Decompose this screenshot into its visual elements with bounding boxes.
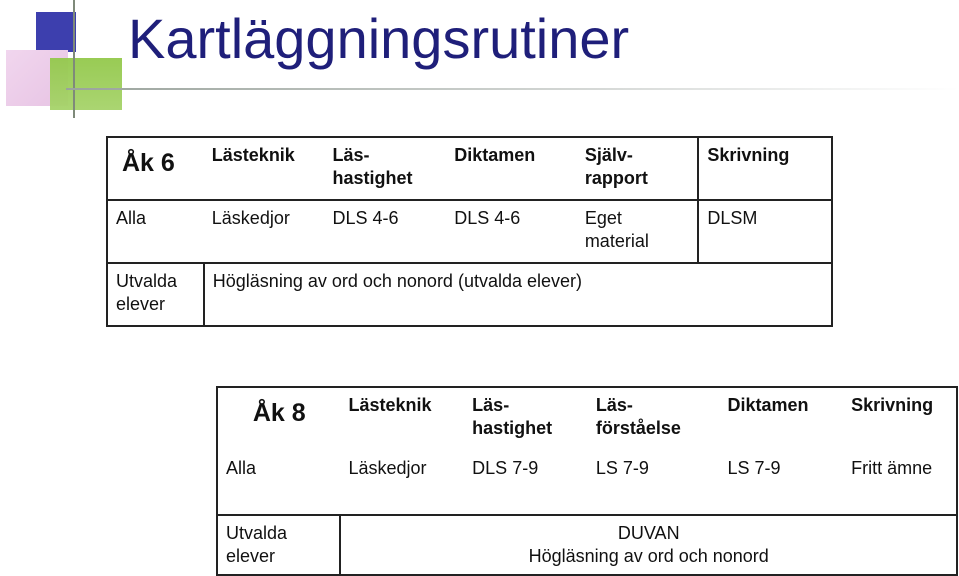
table-row-selected — [107, 263, 832, 326]
header-skrivning: Skrivning — [851, 395, 934, 415]
grade-label: Åk 6 — [122, 149, 175, 177]
table-grade-6 — [106, 136, 833, 327]
title-underline — [66, 88, 959, 90]
cell-selected-line1: DUVAN — [617, 523, 680, 543]
vertical-rule-decoration — [73, 0, 75, 118]
header-sjalvrapport: Själv- rapport — [584, 145, 648, 188]
cell-sjalvrapport: Eget material — [584, 208, 649, 251]
green-square-decoration — [50, 58, 122, 110]
table-header-row — [217, 387, 957, 451]
header-diktamen: Diktamen — [727, 395, 809, 415]
header-skrivning: Skrivning — [707, 145, 790, 165]
row-label-selected: Utvalda elever — [116, 271, 178, 314]
header-lasforstaelse: Läs- förståelse — [595, 395, 681, 438]
cell-lashastighet: DLS 7-9 — [472, 458, 539, 478]
cell-selected-line2: Högläsning av ord och nonord — [528, 546, 769, 566]
grade-label: Åk 8 — [252, 399, 306, 427]
table-header-row — [107, 137, 832, 200]
table-row-all — [217, 451, 957, 515]
row-label-selected: Utvalda elever — [226, 523, 288, 566]
cell-lasteknik: Läskedjor — [348, 458, 427, 478]
slide-title: Kartläggningsrutiner — [128, 7, 630, 70]
cell-skrivning: Fritt ämne — [851, 458, 933, 478]
table-row-selected — [217, 515, 957, 575]
cell-diktamen: LS 7-9 — [727, 458, 781, 478]
cell-lashastighet: DLS 4-6 — [332, 208, 399, 228]
cell-selected-text: Högläsning av ord och nonord (utvalda elever) — [212, 271, 583, 291]
table-row-all — [107, 200, 832, 263]
cell-lasforstaelse: LS 7-9 — [595, 458, 649, 478]
row-label-all: Alla — [116, 208, 147, 228]
blue-square-decoration — [36, 12, 76, 52]
cell-skrivning: DLSM — [707, 208, 758, 228]
header-lasteknik: Lästeknik — [348, 395, 432, 415]
decorative-squares — [0, 0, 130, 120]
cell-lasteknik: Läskedjor — [211, 208, 290, 228]
header-lashastighet: Läs- hastighet — [332, 145, 413, 188]
cell-diktamen: DLS 4-6 — [454, 208, 521, 228]
header-lashastighet: Läs- hastighet — [472, 395, 553, 438]
table-grade-8 — [216, 386, 958, 576]
row-label-all: Alla — [226, 458, 257, 478]
header-lasteknik: Lästeknik — [211, 145, 295, 165]
header-diktamen: Diktamen — [454, 145, 536, 165]
